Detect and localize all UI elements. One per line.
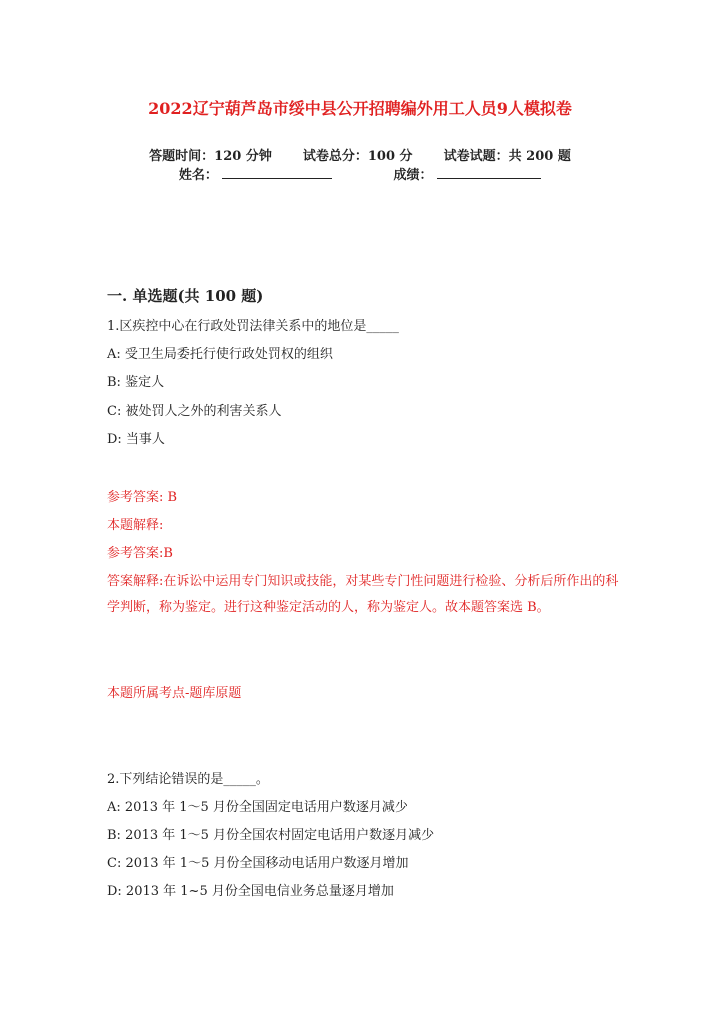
question-stem: 2.下列结论错误的是_____。 xyxy=(107,772,269,787)
name-blank xyxy=(222,165,332,179)
explanation-label: 本题解释: xyxy=(107,518,164,533)
document-title: 2022辽宁葫芦岛市绥中县公开招聘编外用工人员9人模拟卷 xyxy=(148,99,572,118)
exam-total-score: 试卷总分：100 分 xyxy=(302,149,413,164)
option-a: A: 2013 年 1～5 月份全国固定电话用户数逐月减少 xyxy=(107,800,408,815)
grade-label: 成绩： xyxy=(393,168,433,183)
exam-time: 答题时间：120 分钟 xyxy=(149,149,272,164)
option-c: C: 被处罚人之外的利害关系人 xyxy=(107,404,282,419)
option-b: B: 鉴定人 xyxy=(107,375,165,390)
option-a: A: 受卫生局委托行使行政处罚权的组织 xyxy=(107,347,333,362)
option-c: C: 2013 年 1～5 月份全国移动电话用户数逐月增加 xyxy=(107,856,409,871)
reference-answer: 参考答案: B xyxy=(107,490,178,505)
answer-explanation: 答案解释:在诉讼中运用专门知识或技能，对某些专门性问题进行检验、分析后所作出的科学判断，称为鉴定。进行这种鉴定活动的人，称为鉴定人。故本题答案选 B。 xyxy=(107,574,619,615)
reference-answer-2: 参考答案:B xyxy=(107,546,173,561)
name-label: 姓名： xyxy=(178,168,218,183)
question-stem: 1.区疾控中心在行政处罚法律关系中的地位是_____ xyxy=(107,319,399,334)
exam-question-count: 试卷试题：共 200 题 xyxy=(443,149,571,164)
topic-tag: 本题所属考点-题库原题 xyxy=(107,686,242,701)
section-heading: 一. 单选题(共 100 题) xyxy=(107,287,264,305)
option-b: B: 2013 年 1～5 月份全国农村固定电话用户数逐月减少 xyxy=(107,828,435,843)
option-d: D: 2013 年 1~5 月份全国电信业务总量逐月增加 xyxy=(107,884,394,899)
candidate-row xyxy=(0,164,720,183)
option-d: D: 当事人 xyxy=(107,432,165,447)
grade-blank xyxy=(437,165,541,179)
exam-meta-row xyxy=(0,145,720,164)
